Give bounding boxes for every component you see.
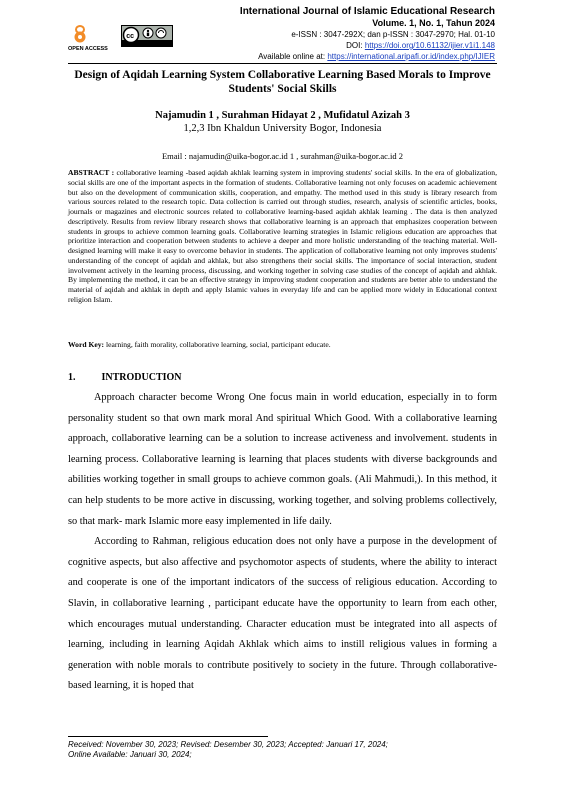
open-access-logo — [68, 24, 112, 52]
footer-dates — [68, 740, 388, 760]
cc-label: cc — [126, 32, 134, 40]
paper-title: Design of Aqidah Learning System Collaborative Learning Based Morals to Improve Students' Social Skills — [74, 69, 491, 95]
keywords — [68, 340, 497, 349]
body-paragraph-1: Approach character become Wrong One focus main in world education, especially in to form personality student so that own mark moral And spiritual Which Good. With a collaborative learning approach, collaborative learning can be a solution to increase activeness and involvement. students in learning process. Collaborative learning is learning that places students with diverse backgrounds and abilities working together in small groups to achieve common goals. (Ali Mahmudi,). In this method, it can help students to be more active in discussing, working together, and solving problems collectively, so that mark- mark Islamic more easy implemented in life daily. — [68, 392, 497, 527]
doi-link[interactable]: https://doi.org/10.61132/ijier.v1i1.148 — [364, 41, 495, 50]
paper-affiliation: 1,2,3 Ibn Khaldun University Bogor, Indonesia — [183, 123, 382, 134]
journal-url-link[interactable]: https://international.aripafi.or.id/index.php/IJIER — [327, 52, 495, 61]
paper-authors: Najamudin 1 , Surahman Hidayat 2 , Mufidatul Azizah 3 — [155, 110, 410, 121]
footer-line-online: Online Available: Januari 30, 2024; — [68, 750, 192, 759]
open-access-label: OPEN ACCESS — [68, 46, 108, 52]
keywords-label: Word Key: — [68, 340, 105, 349]
doi-line — [346, 41, 495, 50]
journal-issn: e-ISSN : 3047-292X; dan p-ISSN : 3047-2970; Hal. 01-10 — [291, 30, 495, 39]
author-emails: Email : najamudin@uika-bogor.ac.id 1 , surahman@uika-bogor.ac.id 2 — [161, 151, 404, 161]
header-divider — [68, 63, 497, 64]
abstract — [68, 168, 497, 305]
cc-license-logo — [121, 25, 173, 47]
footer-line-received: Received: November 30, 2023; Revised: Desember 30, 2023; Accepted: Januari 17, 2024; — [68, 740, 388, 749]
abstract-label: ABSTRACT : — [68, 168, 115, 177]
abstract-text: collaborative learning -based aqidah akhlak learning system in improving students' social skills. In the era of globalization, social skills are one of the important aspects in the formation of students. Collaborative learning not only focuses on academic achievement but also on the development of communication skills, cooperation, and empathy. The method used in this study is library research from various sources related to the research topic. Data collection is carried out through studies, research, analysis of scientific articles, books, journals or magazines and electronic sources related to collaborative learning-based aqidah akhlak learning . The data is then analyzed descriptively. Results from review library research shows that collaborative learning is an approach that emphasizes cooperation between students in groups to achieve common learning goals. Collaborative learning strategies in Islamic religious education are approaches that prioritize interaction and cooperation between students to achieve a deeper and more holistic understanding of the teaching material. Well-designed learning will make it easy to overcome behavior in students. The application of collaborative learning not only improves students' understanding of the concept of aqidah and akhlak, but also strengthens their social skills. The importance of social interaction, student involvement actively in the learning process, discussing, and working together in solving case studies of the concept of aqidah and akhlak. By implementing the method, it can be an effective strategy in improving student cooperation and students are better able to understand the material of aqidah and akhlak in depth and apply Islamic values in everyday life and can be applied more widely in Educational context religion Islam. — [68, 168, 497, 304]
section-title: INTRODUCTION — [101, 372, 182, 383]
keywords-text: learning, faith morality, collaborative learning, social, participant educate. — [104, 340, 331, 349]
body-paragraph-2: According to Rahman, religious education does not only have a purpose in the development of cognitive aspects, but also affective and psychomotor aspects of students, where the ability to interact and cooperate is one of the important indicators of the success of religious education. According to Slavin, in collaborative learning , participant educate have the opportunity to learn from each other, which encourages mutual understanding. Character education must be integrated into all aspects of learning, including in learning Aqidah Akhlak which aims to instill religious values in forming a generation with noble morals to contribute positively to society in the future. Through collaborative-based learning, it is hoped that — [68, 536, 497, 692]
available-label: Available online at: — [258, 52, 328, 61]
journal-title: International Journal of Islamic Educational Research — [239, 6, 495, 17]
journal-volume: Volume. 1, No. 1, Tahun 2024 — [372, 18, 495, 28]
section-heading — [68, 372, 182, 383]
body-text — [68, 388, 497, 697]
section-number: 1. — [68, 372, 76, 383]
footer-divider — [68, 736, 268, 737]
available-online-line — [258, 52, 495, 61]
doi-label: DOI: — [346, 41, 365, 50]
